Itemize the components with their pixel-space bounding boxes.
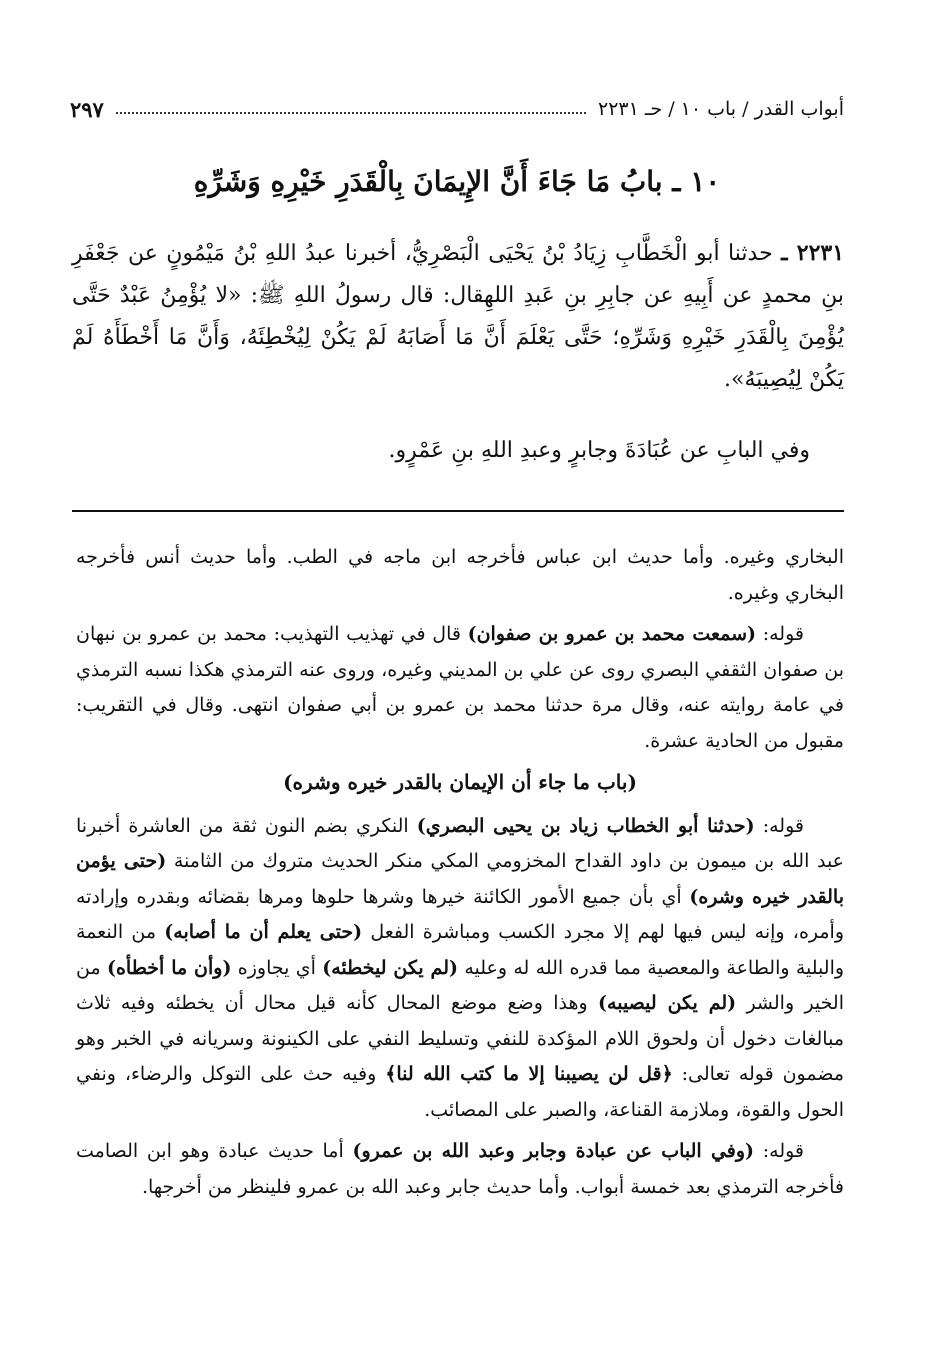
quoted-phrase: (حدثنا أبو الخطاب زياد بن يحيى البصري) <box>416 814 755 837</box>
quoted-phrase: (سمعت محمد بن عمرو بن صفوان) <box>467 623 757 645</box>
quoted-phrase: (لم يكن ليصيبه) <box>598 992 737 1014</box>
running-header-title: أبواب القدر / باب ١٠ / حـ ٢٢٣١ <box>598 98 844 120</box>
dotted-leader <box>116 112 586 114</box>
quran-quote: ﴿قل لن يصيبنا إلا ما كتب الله لنا﴾ <box>385 1063 673 1085</box>
quoted-phrase: (وفي الباب عن عبادة وجابر وعبد الله بن عمرو) <box>352 1140 755 1162</box>
running-header <box>70 92 844 126</box>
commentary-text: وهذا وضع موضع المحال كأنه قيل محال أن يخطئه وفيه ثلاث مبالغات دخول أن ولحوق اللام المؤكدة للنفي وتسليط النفي على الكينونة وسريانه في الخبر وهو مضمون قوله تعالى: <box>76 992 845 1085</box>
footnote-separator <box>72 510 844 512</box>
quoted-phrase: (لم يكن ليخطئه) <box>322 956 458 979</box>
chapter-heading: ١٠ ـ بابُ مَا جَاءَ أَنَّ الإِيمَانَ بِالْقَدَرِ خَيْرِهِ وَشَرِّهِ <box>193 165 721 198</box>
hadith-text <box>72 232 844 401</box>
commentary-text: أي يجاوزه <box>237 956 316 979</box>
commentary-text: من النعمة والبلية والطاعة والمعصية مما قدره الله له وعليه <box>76 921 845 979</box>
page-number: ٢٩٧ <box>70 96 104 122</box>
commentary-paragraph-4 <box>76 1134 844 1205</box>
hadith-body: حدثنا أبو الْخَطَّابِ زِيَادُ بْنُ يَحْيَى الْبَصْرِيُّ، أخبرنا عبدُ اللهِ بْنُ مَيْمُونٍ عن جَعْفَرِ بنِ محمدٍ عن أَبِيهِ عن جابِرِ بنِ عَبدِ اللهِقال: قال رسولُ اللهِ ﷺ: «لا يُؤْمِنُ عَبْدٌ حَتَّى يُؤْمِنَ بِالْقَدَرِ خَيْرِهِ وَشَرِّهِ؛ حَتَّى يَعْلَمَ أَنَّ مَا أَصَابَهُ لَمْ يَكُنْ لِيُخْطِئَهُ، وَأَنَّ مَا أَخْطَأَهُ لَمْ يَكُنْ لِيُصِيبَهُ». <box>72 241 844 392</box>
quoted-phrase: (حتى يعلم أن ما أصابه) <box>164 921 363 943</box>
commentary-paragraph-3 <box>76 809 844 1129</box>
hadith-number: ٢٢٣١ ـ <box>781 240 845 266</box>
quoted-phrase: (حتى يؤمن بالقدر خيره وشره) <box>76 850 844 908</box>
hadith-note: وفي البابِ عن عُبَادَةَ وجابرٍ وعبدِ اللهِ بنِ عَمْرٍو. <box>388 438 810 463</box>
commentary-paragraph-1: البخاري وغيره. وأما حديث ابن عباس فأخرجه ابن ماجه في الطب. وأما حديث أنس فأخرجه البخاري وغيره. <box>76 546 844 604</box>
commentary-text: قال في تهذيب التهذيب: محمد بن عمرو بن نبهان بن صفوان الثقفي البصري روى عن علي بن المديني وغيره، وروى عنه الترمذي هكذا نسبه الترمذي في عامة روايته عنه، وقال مرة حدثنا محمد بن عمرو بن أبي صفوان انتهى. وقال في التقريب: مقبول من الحادية عشرة. <box>76 623 844 752</box>
commentary-text: أي بأن جميع الأمور الكائنة خيرها وشرها حلوها ومرها بقضائه وبقدره وإرادته وأمره، وإنه ليس فيها لهم إلا مجرد الكسب ومباشرة الفعل <box>76 885 845 943</box>
commentary-text: من الخير والشر <box>76 956 844 1014</box>
commentary-text: أما حديث عبادة وهو ابن الصامت فأخرجه الترمذي بعد خمسة أبواب. وأما حديث جابر وعبد الله بن عمرو فلينظر من أخرجها. <box>76 1140 844 1198</box>
quoted-phrase: (وأن ما أخطأه) <box>106 956 232 979</box>
commentary-text: وفيه حث على التوكل والرضاء، ونفي الحول والقوة، وملازمة القناعة، والصبر على المصائب. <box>76 1063 844 1121</box>
quote-intro: قوله: <box>762 623 804 645</box>
commentary-paragraph-2 <box>76 617 844 759</box>
quote-intro: قوله: <box>762 1140 805 1162</box>
quote-intro: قوله: <box>762 814 804 837</box>
commentary-text: النكري بضم النون ثقة من العاشرة أخبرنا عبد الله بن ميمون بن داود القداح المخزومي المكي منكر الحديث متروك من الثامنة <box>76 814 845 872</box>
commentary <box>76 540 844 1211</box>
commentary-sub-heading: (باب ما جاء أن الإيمان بالقدر خيره وشره) <box>283 770 637 794</box>
